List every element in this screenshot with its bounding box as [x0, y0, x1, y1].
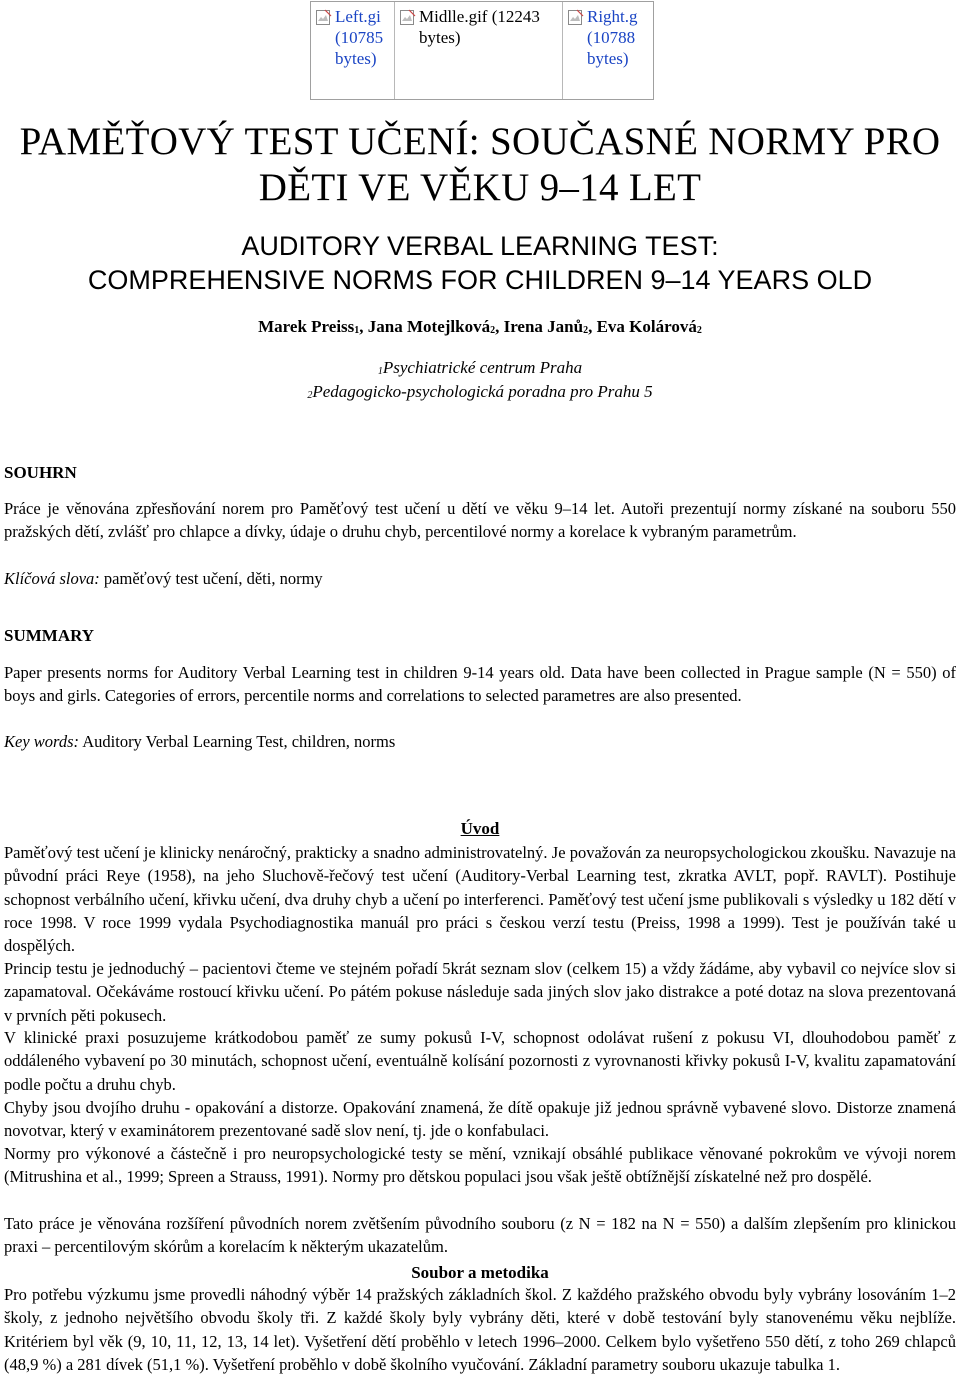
title-czech-line-1: PAMĚŤOVÝ TEST UČENÍ: SOUČASNÉ NORMY PRO: [19, 120, 941, 163]
author: Marek Preiss$_1$,: [258, 317, 368, 336]
uvod-paragraph-1: Paměťový test učení je klinicky nenáročný, prakticky a snadno administrovatelný. Je považován za neuropsychologickou zkoušku. Navazuje na původní práci Reye (1958), na jeho Sluchově-řečový test učení (Auditory-Verbal Learning test, zkratka AVLT, popř. RAVLT). Postihuje schopnost verbálního učení, křivku učení, dva druhy chyb a učení po interferenci. Paměťový test učení jsme publikovali s výsledky u 182 dětí v roce 1998. V roce 1999 vydala Psychodiagnostika manuál pro práci s českou verzí testu (Preiss, 1998 a 1999). Test je používán také u dospělých.: [4, 843, 956, 956]
author: Jana Motejlková$_2$,: [367, 317, 504, 336]
middle-image-alt-1: Midlle.gif (12243: [419, 7, 540, 26]
uvod-paragraph-2: Princip testu je jednoduchý – pacientovi čteme ve stejném pořadí 5krát seznam slov (celkem 15) a vždy žádáme, aby vybavil co nejvíce slov si zapamatoval. Očekáváme rostoucí křivku učení. Po pátém pokuse následuje sada jiných slov jako distrakce a poté dotaz na slova prezentovaná v prvních pěti pokusech.: [4, 959, 956, 1025]
souhrn-heading: SOUHRN: [4, 463, 77, 482]
middle-image-placeholder[interactable]: [399, 6, 558, 48]
image-frameset: [310, 1, 654, 100]
uvod-paragraph-4: Chyby jsou dvojího druhu - opakování a distorze. Opakování znamená, že dítě opakuje již jednou správně vybavené slovo. Distorze znamená novotvar, který v examinátorem prezentované sadě slov není, tj. jde o konfabulaci.: [4, 1098, 956, 1141]
right-image-alt-1: Right.g: [587, 7, 638, 26]
broken-image-icon: [315, 9, 332, 26]
summary-text: Paper presents norms for Auditory Verbal Learning test in children 9-14 years old. Data have been collected in Prague sample (N = 550) of boys and girls. Categories of errors, percentile norms and correlations to selected parametres are also presented.: [4, 663, 956, 706]
title-czech-line-2: DĚTI VE VĚKU 9–14 LET: [258, 166, 702, 209]
affiliation-2: $_2$Pedagogicko-psychologická poradna pro Prahu 5: [307, 382, 653, 401]
right-image-placeholder[interactable]: [567, 6, 649, 69]
left-frame: [311, 2, 395, 99]
title-english-line-1: AUDITORY VERBAL LEARNING TEST:: [241, 231, 719, 261]
uvod-heading: Úvod: [460, 819, 500, 838]
left-image-alt-2: (10785: [335, 28, 384, 47]
soubor-paragraph-1: Pro potřebu výzkumu jsme provedli náhodný výběr 14 pražských základních škol. Z každého pražského obvodu byly vybrány losováním 1–2 školy, z jednoho největšího obvodu školy tři. Z každé školy byly vybrány děti, které v době testování byly stanovenému věku nejblíže. Kritériem byl věk (9, 10, 11, 12, 13, 14 let). Vyšetření dětí proběhlo v letech 1996–2000. Celkem bylo vyšetřeno 550 dětí, z toho 269 chlapců (48,9 %) a 281 dívek (51,1 %). Vyšetření proběhlo v době školního vyučování. Základní parametry souboru ukazuje tabulka 1.: [4, 1285, 956, 1374]
authors: [0, 316, 960, 342]
affiliation-1: $_1$Psychiatrické centrum Praha: [377, 358, 583, 377]
middle-image-alt-2: bytes): [419, 28, 461, 47]
author: Irena Janů$_2$,: [503, 317, 597, 336]
right-image-alt-3: bytes): [587, 49, 629, 68]
souhrn-keywords: Klíčová slova: paměťový test učení, děti, normy: [4, 569, 323, 588]
souhrn-text: Práce je věnována zpřesňování norem pro Paměťový test učení u dětí ve věku 9–14 let. Autoři prezentují normy získané na souboru 550 pražských dětí, zvlášť pro chlapce a dívky, údaje o druhu chyb, percentilové normy a korelace k vybraným parametrům.: [4, 499, 956, 542]
summary-keywords: Key words: Auditory Verbal Learning Test, children, norms: [4, 732, 396, 751]
left-image-placeholder[interactable]: [315, 6, 390, 69]
title-english-line-2: COMPREHENSIVE NORMS FOR CHILDREN 9–14 YEARS OLD: [87, 265, 873, 295]
uvod-paragraph-6: Tato práce je věnována rozšíření původních norem zvětšením původního souboru (z N = 182 na N = 550) a dalším zlepšením pro klinickou praxi – percentilovým skórům a korelacím k některým ukazatelům.: [4, 1214, 956, 1257]
left-image-alt-1: Left.gi: [335, 7, 381, 26]
uvod-paragraph-5: Normy pro výkonové a částečně i pro neuropsychologické testy se mění, vznikají obsáhlé publikace věnované pokrokům ve vývoji norem (Mitrushina et al., 1999; Spreen a Strauss, 1991). Normy pro dětskou populaci jsou však ještě obtížnější získatelné než pro dospělé.: [4, 1144, 956, 1187]
broken-image-icon: [399, 9, 416, 26]
soubor-heading: Soubor a metodika: [411, 1263, 549, 1282]
author: Eva Kolárová$_2$: [596, 317, 702, 336]
right-image-alt-2: (10788: [587, 28, 636, 47]
right-frame: [563, 2, 653, 99]
uvod-paragraph-3: V klinické praxi posuzujeme krátkodobou paměť ze sumy pokusů I-V, schopnost odolávat rušení z pokusu VI, dlouhodobou paměť z oddáleného vybavení po 30 minutách, schopnost učení, eventuálně kolísání pozornosti z vyrovnanosti křivky pokusů I-V, kvalitu zapamatování podle počtu a druhu chyb.: [4, 1028, 956, 1094]
broken-image-icon: [567, 9, 584, 26]
summary-heading: SUMMARY: [4, 626, 95, 645]
left-image-alt-3: bytes): [335, 49, 377, 68]
middle-frame: [395, 2, 563, 99]
